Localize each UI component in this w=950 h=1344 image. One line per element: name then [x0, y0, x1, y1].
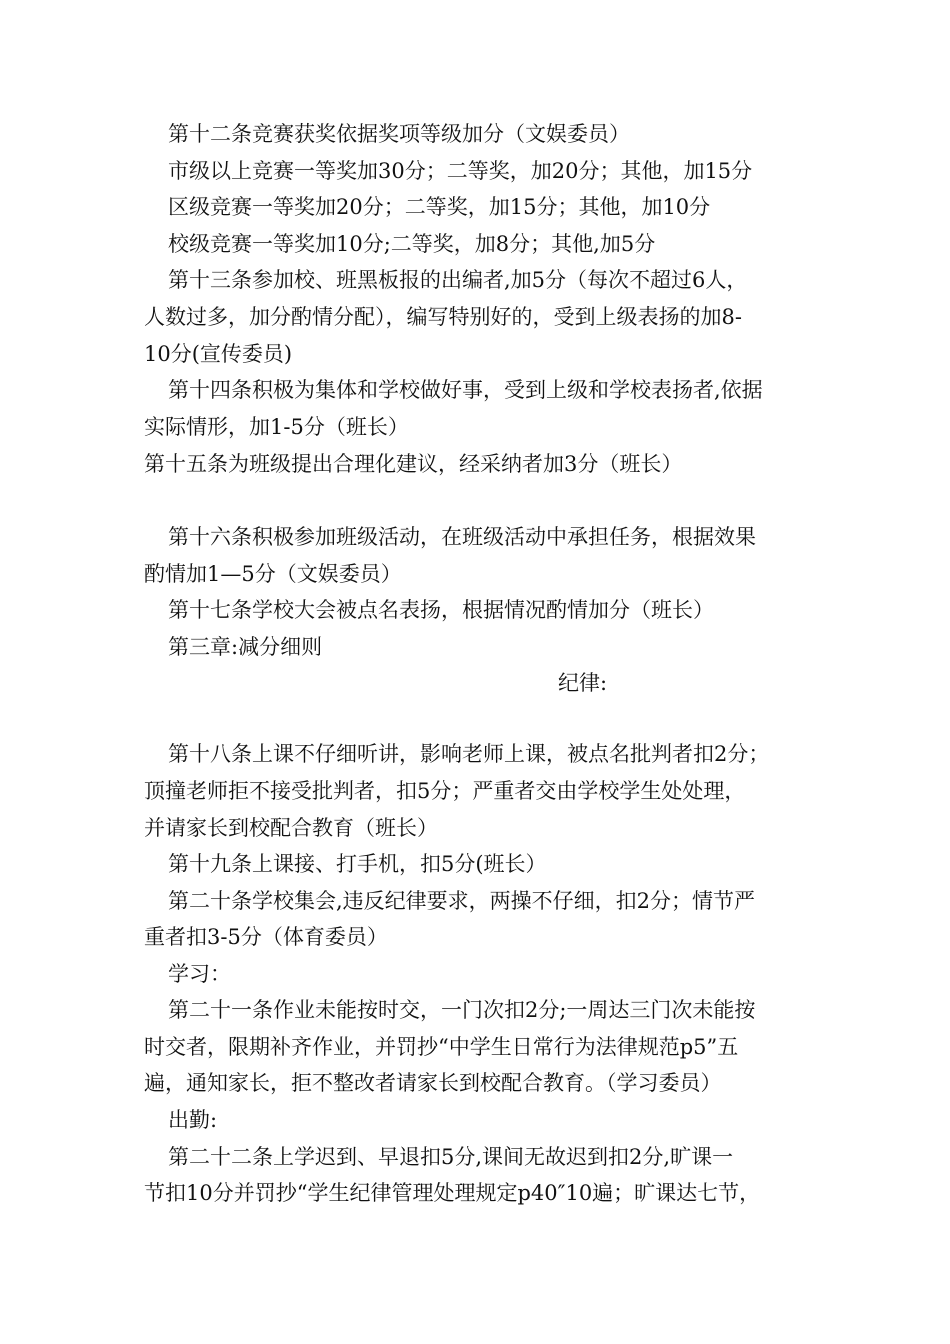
article-16-line-2: 酌情加1—5分（文娱委员） — [144, 562, 402, 586]
article-14-line-2: 实际情形，加1-5分（班长） — [144, 415, 409, 439]
section-discipline-heading: 纪律: — [558, 671, 608, 695]
chapter-3-heading: 第三章:减分细则 — [168, 635, 323, 659]
article-12-title: 第十二条竞赛获奖依据奖项等级加分（文娱委员） — [168, 122, 630, 146]
article-12-school-level: 校级竞赛一等奖加10分;二等奖，加8分；其他,加5分 — [168, 232, 656, 256]
section-attendance-heading: 出勤: — [168, 1108, 218, 1132]
article-13-line-2: 人数过多，加分酌情分配），编写特别好的，受到上级表扬的加8- — [144, 305, 742, 329]
article-13-line-1: 第十三条参加校、班黑板报的出编者,加5分（每次不超过6人， — [168, 268, 748, 292]
article-13-line-3: 10分(宣传委员) — [144, 342, 293, 366]
article-18-line-3: 并请家长到校配合教育（班长） — [144, 816, 438, 840]
article-16-line-1: 第十六条积极参加班级活动，在班级活动中承担任务，根据效果 — [168, 525, 756, 549]
article-18-line-2: 顶撞老师拒不接受批判者，扣5分；严重者交由学校学生处处理， — [144, 779, 746, 803]
article-20-line-1: 第二十条学校集会,违反纪律要求，两操不仔细，扣2分；情节严 — [168, 889, 756, 913]
article-21-line-1: 第二十一条作业未能按时交，一门次扣2分;一周达三门次未能按 — [168, 998, 756, 1022]
article-12-city-level: 市级以上竞赛一等奖加30分；二等奖，加20分；其他，加15分 — [168, 159, 753, 183]
article-12-district-level: 区级竞赛一等奖加20分；二等奖，加15分；其他，加10分 — [168, 195, 711, 219]
article-18-line-1: 第十八条上课不仔细听讲，影响老师上课，被点名批判者扣2分； — [168, 742, 770, 766]
article-15: 第十五条为班级提出合理化建议，经采纳者加3分（班长） — [144, 452, 683, 476]
section-study-heading: 学习： — [168, 962, 231, 986]
article-17: 第十七条学校大会被点名表扬，根据情况酌情加分（班长） — [168, 598, 714, 622]
article-21-line-2: 时交者，限期补齐作业，并罚抄“中学生日常行为法律规范p5”五 — [144, 1035, 739, 1059]
article-22-line-2: 节扣10分并罚抄“学生纪律管理处理规定p40″10遍；旷课达七节， — [144, 1181, 761, 1205]
article-20-line-2: 重者扣3-5分（体育委员） — [144, 925, 388, 949]
article-21-line-3: 遍，通知家长，拒不整改者请家长到校配合教育。（学习委员） — [144, 1071, 722, 1095]
article-14-line-1: 第十四条积极为集体和学校做好事，受到上级和学校表扬者,依据 — [168, 378, 763, 402]
article-22-line-1: 第二十二条上学迟到、早退扣5分,课间无故迟到扣2分,旷课一 — [168, 1145, 734, 1169]
article-19: 第十九条上课接、打手机，扣5分(班长） — [168, 852, 547, 876]
